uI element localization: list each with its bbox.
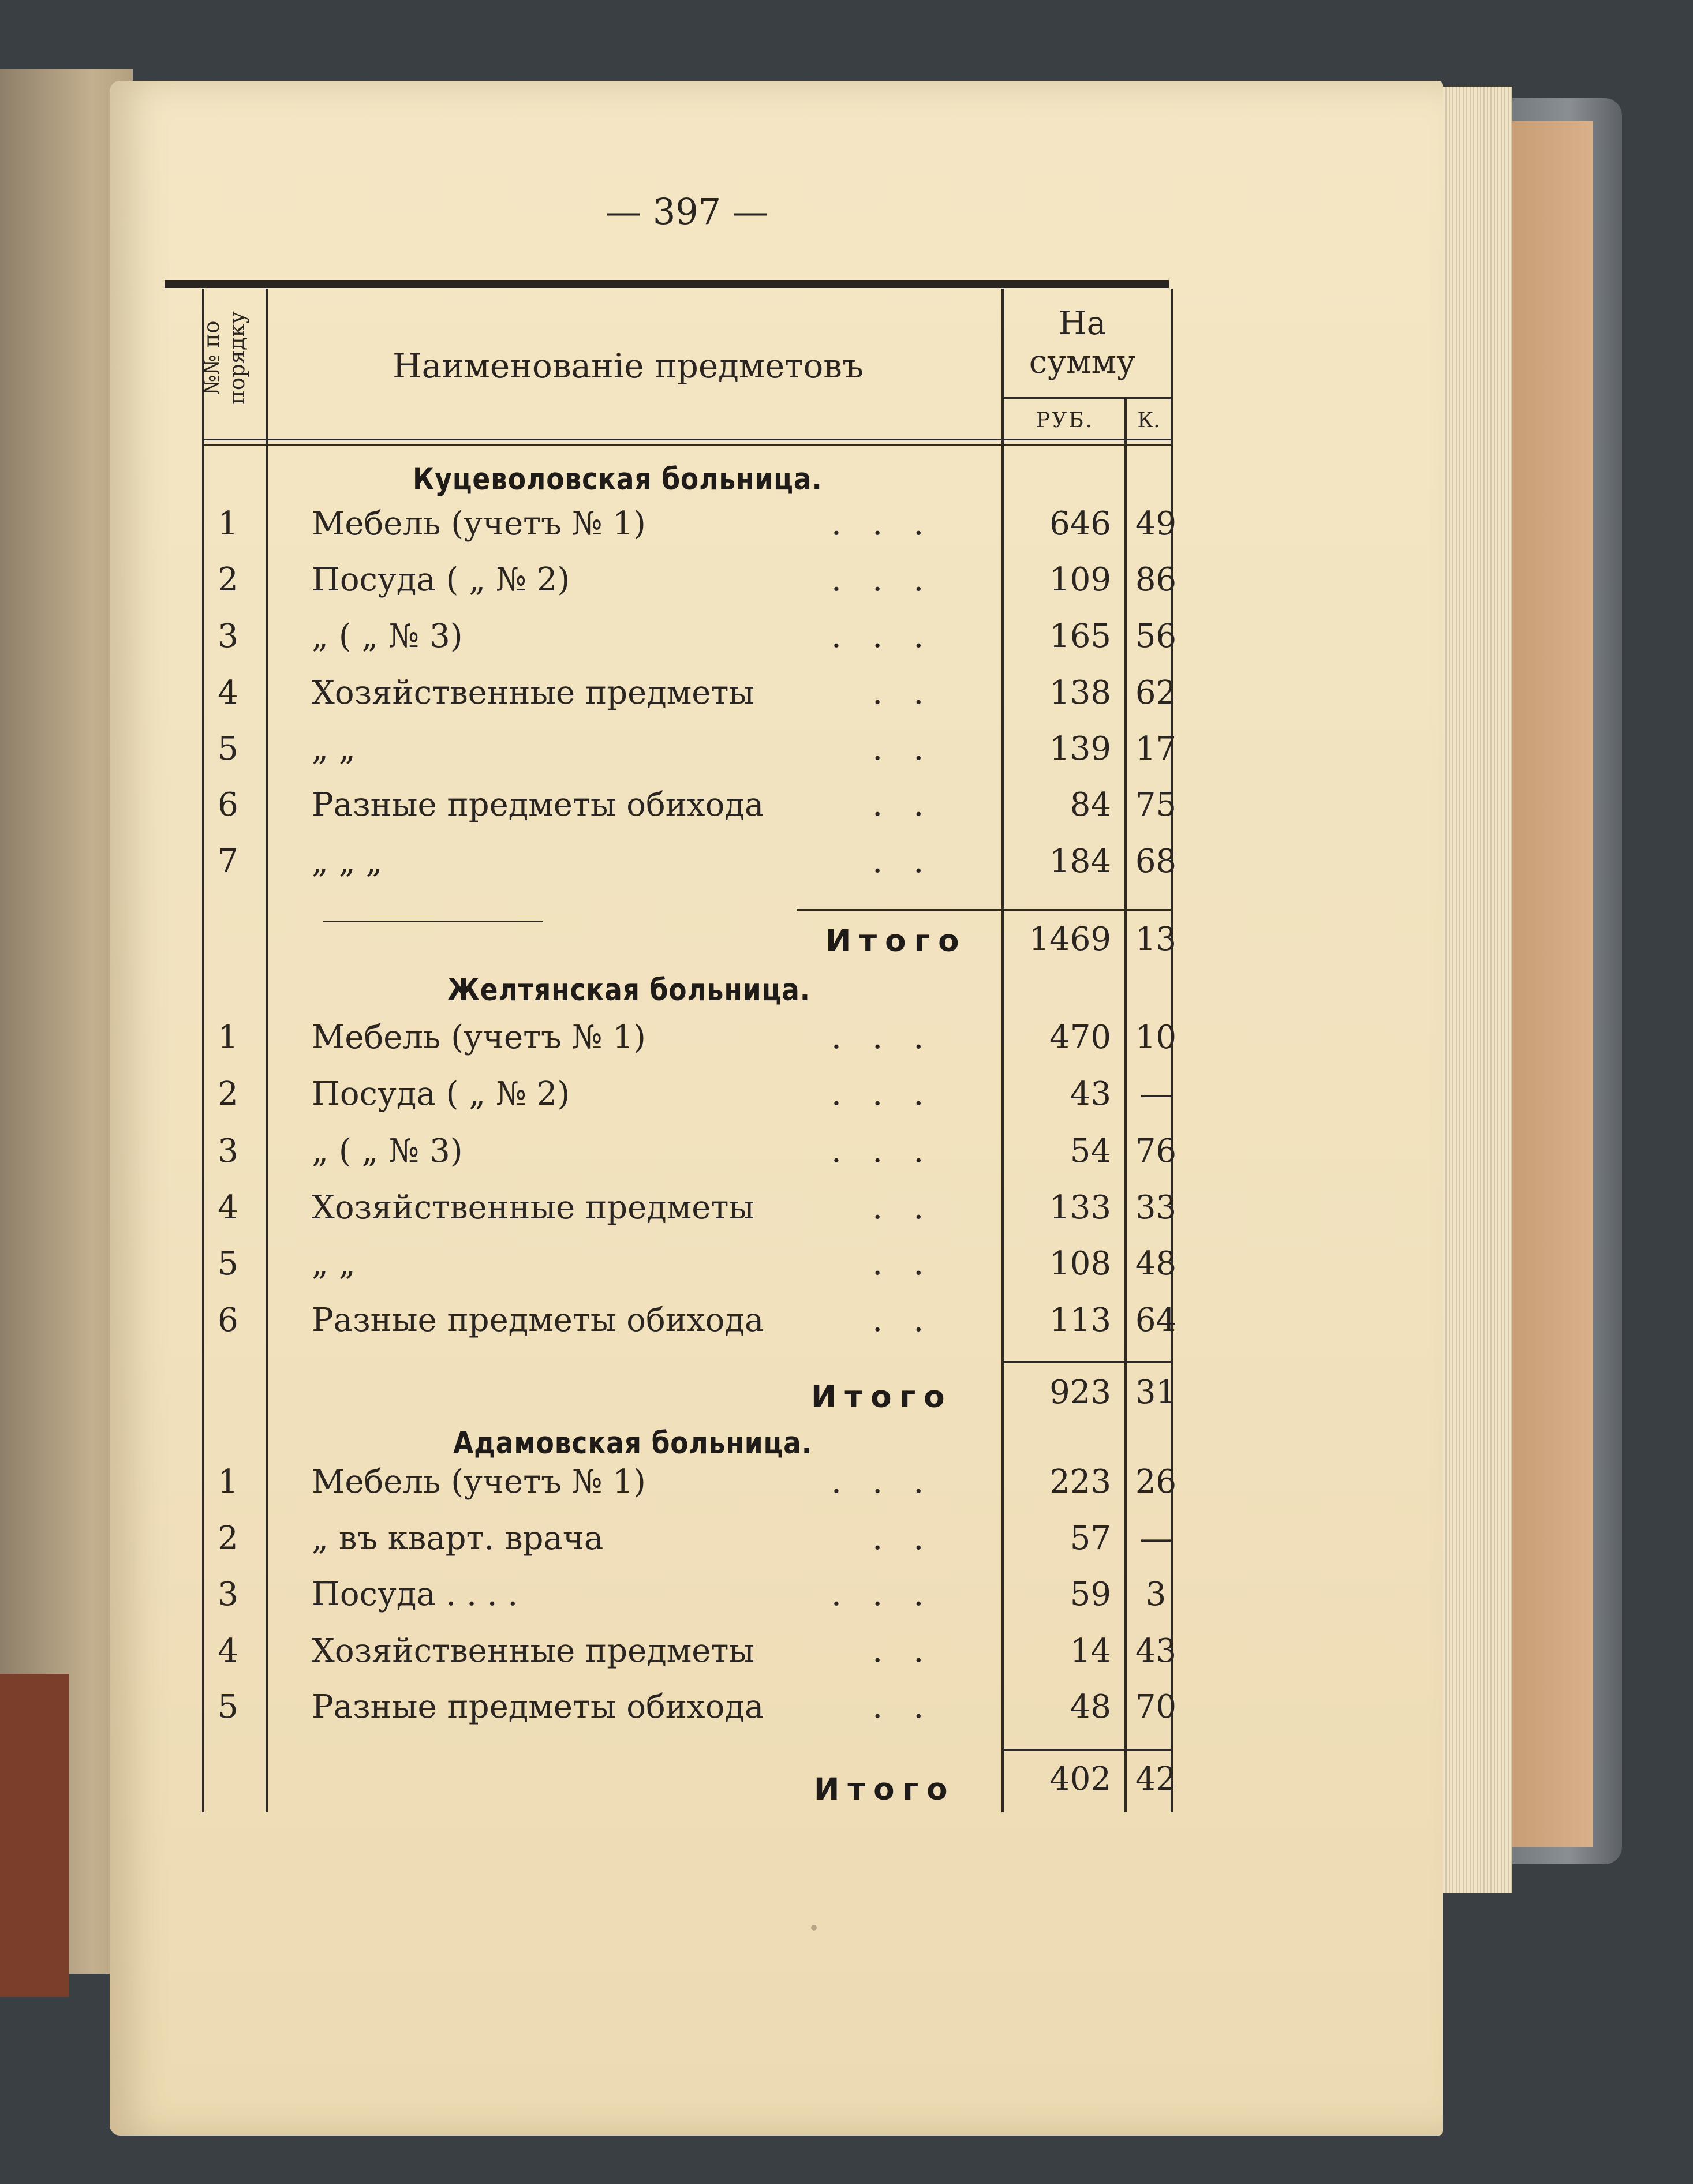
section-title: Желтянская больница. [447,973,810,1008]
row-rub: 646 [1049,505,1111,543]
paper-spot [811,1925,817,1931]
row-kop: 17 [1135,730,1177,768]
header-kop: К. [1137,409,1160,432]
row-rub: 57 [1070,1520,1111,1557]
row-leader-dots: . . [831,730,924,768]
row-name: Посуда ( „ № 2) [312,1075,570,1113]
table-row [196,1632,1189,1687]
table-row [196,1463,1189,1518]
total-rub: 402 [1049,1760,1111,1798]
total-rule [1001,1749,1172,1751]
row-name: „ „ [312,1245,356,1282]
row-number: 3 [218,1132,238,1170]
row-leader-dots: . . . [831,1463,924,1501]
total-kop: 13 [1135,921,1177,958]
row-rub: 14 [1070,1632,1111,1670]
total-kop: 42 [1135,1760,1177,1798]
row-number: 6 [218,1302,238,1339]
book-board-right [1507,121,1593,1847]
row-rub: 54 [1070,1132,1111,1170]
row-leader-dots: . . . [831,1019,924,1056]
header-bottom-rule-2 [202,444,1172,446]
row-number: 5 [218,730,238,768]
row-leader-dots: . . . [831,505,924,543]
row-leader-dots: . . [831,843,924,880]
row-number: 2 [218,561,238,599]
table-row [196,1302,1189,1356]
row-number: 2 [218,1075,238,1113]
row-number: 4 [218,674,238,712]
row-kop: 43 [1135,1632,1177,1670]
table-row [196,1019,1189,1074]
row-kop: 62 [1135,674,1177,712]
row-kop: 70 [1135,1688,1177,1726]
row-kop: 75 [1135,786,1177,824]
row-rub: 139 [1049,730,1111,768]
row-leader-dots: . . . [831,1576,924,1613]
total-rub: 923 [1049,1374,1111,1411]
total-rule [797,909,1172,911]
row-kop: 10 [1135,1019,1177,1056]
row-name: „ въ кварт. врача [312,1520,604,1557]
row-number: 7 [218,843,238,880]
row-leader-dots: . . [831,1688,924,1726]
row-name: „ „ „ [312,843,383,880]
row-rub: 184 [1049,843,1111,880]
table-row [196,1132,1189,1187]
row-leader-dots: . . [831,1302,924,1339]
total-row [196,921,1189,975]
row-rub: 109 [1049,561,1111,599]
row-rub: 84 [1070,786,1111,824]
table-row [196,674,1189,729]
row-name: Хозяйственные предметы [312,1632,754,1670]
table-row [196,1189,1189,1244]
header-number: №№ по порядку [199,311,249,405]
row-kop: 76 [1135,1132,1177,1170]
table-row [196,561,1189,616]
row-leader-dots: . . . [831,561,924,599]
table-row [196,1520,1189,1575]
row-name: „ ( „ № 3) [312,1132,463,1170]
row-leader-dots: . . [831,1632,924,1670]
row-rub: 108 [1049,1245,1111,1282]
table-row [196,618,1189,672]
row-name: Разные предметы обихода [312,1302,764,1339]
row-rub: 470 [1049,1019,1111,1056]
row-rub: 113 [1049,1302,1111,1339]
row-name: „ „ [312,730,356,768]
row-leader-dots: . . [831,674,924,712]
total-label: Итого [814,1772,956,1807]
header-rub: РУБ. [1036,409,1094,432]
row-kop: 3 [1145,1576,1167,1613]
row-number: 6 [218,786,238,824]
row-name: Мебель (учетъ № 1) [312,1463,646,1501]
row-kop: 68 [1135,843,1177,880]
table-row [196,1576,1189,1630]
section-title: Адамовская больница. [453,1426,812,1461]
row-name: Разные предметы обихода [312,1688,764,1726]
row-kop: 86 [1135,561,1177,599]
page-number: — 397 — [606,190,768,233]
row-rub: 48 [1070,1688,1111,1726]
row-name: Хозяйственные предметы [312,1189,754,1226]
row-rub: 133 [1049,1189,1111,1226]
row-number: 3 [218,618,238,655]
header-name: Наименованіе предметовъ [393,346,864,386]
table-row [196,786,1189,841]
row-rub: 138 [1049,674,1111,712]
row-name: Мебель (учетъ № 1) [312,1019,646,1056]
header-sum-line1: На [1058,305,1107,342]
header-bottom-rule [202,439,1172,440]
table-row [196,505,1189,560]
row-number: 4 [218,1632,238,1670]
total-label: Итого [825,923,967,959]
row-leader-dots: . . . [831,1132,924,1170]
row-kop: — [1139,1075,1172,1113]
row-name: Мебель (учетъ № 1) [312,505,646,543]
row-kop: 48 [1135,1245,1177,1282]
row-leader-dots: . . [831,1520,924,1557]
row-name: „ ( „ № 3) [312,618,463,655]
row-kop: 26 [1135,1463,1177,1501]
row-rub: 165 [1049,618,1111,655]
row-leader-dots: . . . [831,618,924,655]
row-number: 5 [218,1245,238,1282]
total-rule [1001,1361,1172,1363]
table-row [196,1075,1189,1130]
table-top-rule [165,280,1169,288]
table-row [196,1688,1189,1743]
section-title: Куцеволовская больница. [413,462,823,497]
total-row [196,1760,1189,1815]
row-rub: 223 [1049,1463,1111,1501]
table-row [196,843,1189,897]
row-number: 3 [218,1576,238,1613]
row-leader-dots: . . [831,1189,924,1226]
row-leader-dots: . . . [831,1075,924,1113]
row-leader-dots: . . [831,1245,924,1282]
row-number: 1 [218,1019,238,1056]
row-number: 4 [218,1189,238,1226]
row-kop: 64 [1135,1302,1177,1339]
table-row [196,1245,1189,1300]
sum-header-divider [1001,397,1172,399]
row-name: Хозяйственные предметы [312,674,754,712]
row-name: Разные предметы обихода [312,786,764,824]
total-row [196,1374,1189,1428]
row-leader-dots: . . [831,786,924,824]
row-number: 1 [218,505,238,543]
row-kop: 49 [1135,505,1177,543]
row-number: 5 [218,1688,238,1726]
header-sum-line2: сумму [1029,343,1136,381]
spine-edge [0,1674,69,1997]
row-rub: 59 [1070,1576,1111,1613]
row-name: Посуда ( „ № 2) [312,561,570,599]
table-row [196,730,1189,785]
total-label: Итого [811,1379,953,1415]
row-kop: 33 [1135,1189,1177,1226]
row-kop: 56 [1135,618,1177,655]
total-kop: 31 [1135,1374,1177,1411]
row-number: 2 [218,1520,238,1557]
row-kop: — [1139,1520,1172,1557]
row-name: Посуда . . . . [312,1576,518,1613]
row-number: 1 [218,1463,238,1501]
row-rub: 43 [1070,1075,1111,1113]
total-rub: 1469 [1029,921,1111,958]
